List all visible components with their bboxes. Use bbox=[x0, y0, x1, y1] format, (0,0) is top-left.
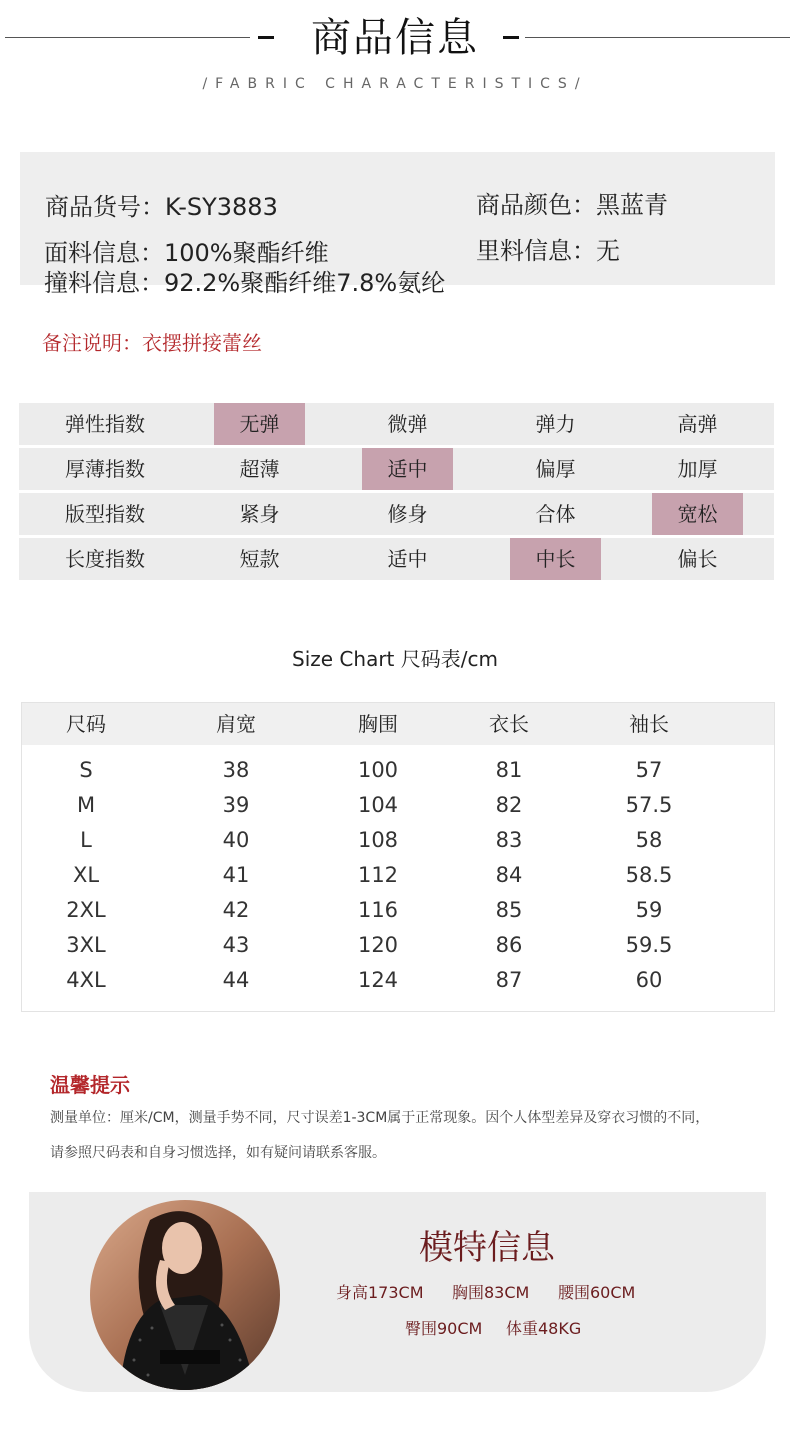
page-subtitle: /FABRIC CHARACTERISTICS/ bbox=[202, 76, 588, 92]
index-option: 修身 bbox=[387, 502, 428, 526]
size-value-cell: 83 bbox=[495, 828, 523, 852]
index-row-label: 版型指数 bbox=[65, 502, 145, 526]
size-value-cell: 57 bbox=[635, 758, 663, 782]
size-value-cell: 59 bbox=[635, 898, 663, 922]
size-label-cell: S bbox=[79, 758, 93, 782]
size-label-cell: 2XL bbox=[66, 898, 106, 922]
index-option: 弹力 bbox=[535, 412, 576, 436]
size-value-cell: 116 bbox=[357, 898, 399, 922]
size-value-cell: 60 bbox=[635, 968, 663, 992]
model-weight: 体重48KG bbox=[506, 1319, 582, 1338]
model-bust: 胸围83CM bbox=[452, 1283, 530, 1302]
size-label-cell: XL bbox=[72, 863, 100, 887]
info-lining: 里料信息：无 bbox=[476, 237, 620, 265]
index-option: 宽松 bbox=[652, 493, 743, 535]
size-value-cell: 124 bbox=[357, 968, 399, 992]
size-header-cell: 衣长 bbox=[489, 712, 529, 736]
size-header-cell: 胸围 bbox=[358, 712, 398, 736]
index-option: 适中 bbox=[362, 448, 453, 490]
size-label-cell: 3XL bbox=[66, 933, 106, 957]
size-header-cell: 袖长 bbox=[629, 712, 669, 736]
index-row-label: 弹性指数 bbox=[65, 412, 145, 436]
size-label-cell: M bbox=[76, 793, 96, 817]
index-row-thickness bbox=[19, 448, 774, 490]
info-item-no: 商品货号：K-SY3883 bbox=[45, 193, 278, 221]
info-remark: 备注说明：衣摆拼接蕾丝 bbox=[42, 331, 262, 355]
size-value-cell: 86 bbox=[495, 933, 523, 957]
size-header-cell: 尺码 bbox=[66, 712, 106, 736]
model-hip: 臀围90CM bbox=[405, 1319, 483, 1338]
model-waist: 腰围60CM bbox=[558, 1283, 636, 1302]
index-row-elasticity bbox=[19, 403, 774, 445]
index-option: 偏厚 bbox=[535, 457, 576, 481]
size-value-cell: 120 bbox=[357, 933, 399, 957]
size-value-cell: 108 bbox=[357, 828, 399, 852]
size-value-cell: 58 bbox=[635, 828, 663, 852]
tips-line-2: 请参照尺码表和自身习惯选择，如有疑问请联系客服。 bbox=[50, 1145, 386, 1161]
index-row-label: 长度指数 bbox=[65, 547, 145, 571]
size-value-cell: 57.5 bbox=[625, 793, 673, 817]
size-value-cell: 44 bbox=[222, 968, 250, 992]
index-option: 合体 bbox=[535, 502, 576, 526]
size-value-cell: 104 bbox=[357, 793, 399, 817]
index-option: 紧身 bbox=[239, 502, 280, 526]
size-header-cell: 肩宽 bbox=[216, 712, 256, 736]
size-value-cell: 112 bbox=[357, 863, 399, 887]
index-option: 加厚 bbox=[677, 457, 718, 481]
page-title: 商品信息 bbox=[311, 15, 479, 61]
index-row-length bbox=[19, 538, 774, 580]
size-value-cell: 81 bbox=[495, 758, 523, 782]
size-value-cell: 41 bbox=[222, 863, 250, 887]
size-value-cell: 84 bbox=[495, 863, 523, 887]
size-value-cell: 40 bbox=[222, 828, 250, 852]
size-chart-title: Size Chart 尺码表/cm bbox=[292, 647, 498, 671]
index-option: 微弹 bbox=[387, 412, 428, 436]
size-value-cell: 42 bbox=[222, 898, 250, 922]
index-row-fit bbox=[19, 493, 774, 535]
size-value-cell: 39 bbox=[222, 793, 250, 817]
size-value-cell: 87 bbox=[495, 968, 523, 992]
size-value-cell: 59.5 bbox=[625, 933, 673, 957]
size-value-cell: 58.5 bbox=[625, 863, 673, 887]
index-row-label: 厚薄指数 bbox=[65, 457, 145, 481]
model-height: 身高173CM bbox=[336, 1283, 424, 1302]
size-value-cell: 85 bbox=[495, 898, 523, 922]
index-option: 短款 bbox=[239, 547, 280, 571]
info-color: 商品颜色：黑蓝青 bbox=[476, 191, 668, 219]
size-value-cell: 43 bbox=[222, 933, 250, 957]
size-label-cell: L bbox=[80, 828, 92, 852]
size-value-cell: 38 bbox=[222, 758, 250, 782]
size-chart-table bbox=[21, 702, 775, 1012]
model-info-title: 模特信息 bbox=[419, 1228, 555, 1268]
index-option: 偏长 bbox=[677, 547, 718, 571]
tips-title: 温馨提示 bbox=[50, 1073, 130, 1097]
tips-line-1: 测量单位：厘米/CM，测量手势不同，尺寸误差1-3CM属于正常现象。因个人体型差异及穿衣习惯的不同， bbox=[50, 1110, 710, 1126]
index-option: 无弹 bbox=[214, 403, 305, 445]
index-option: 中长 bbox=[510, 538, 601, 580]
index-option: 高弹 bbox=[677, 412, 718, 436]
size-value-cell: 82 bbox=[495, 793, 523, 817]
size-value-cell: 100 bbox=[357, 758, 399, 782]
index-option: 适中 bbox=[387, 547, 428, 571]
info-contrast: 撞料信息：92.2%聚酯纤维7.8%氨纶 bbox=[44, 269, 446, 297]
index-option: 超薄 bbox=[239, 457, 280, 481]
info-fabric: 面料信息：100%聚酯纤维 bbox=[44, 239, 329, 267]
size-chart-header bbox=[22, 703, 774, 745]
model-photo bbox=[90, 1200, 280, 1390]
size-label-cell: 4XL bbox=[66, 968, 106, 992]
